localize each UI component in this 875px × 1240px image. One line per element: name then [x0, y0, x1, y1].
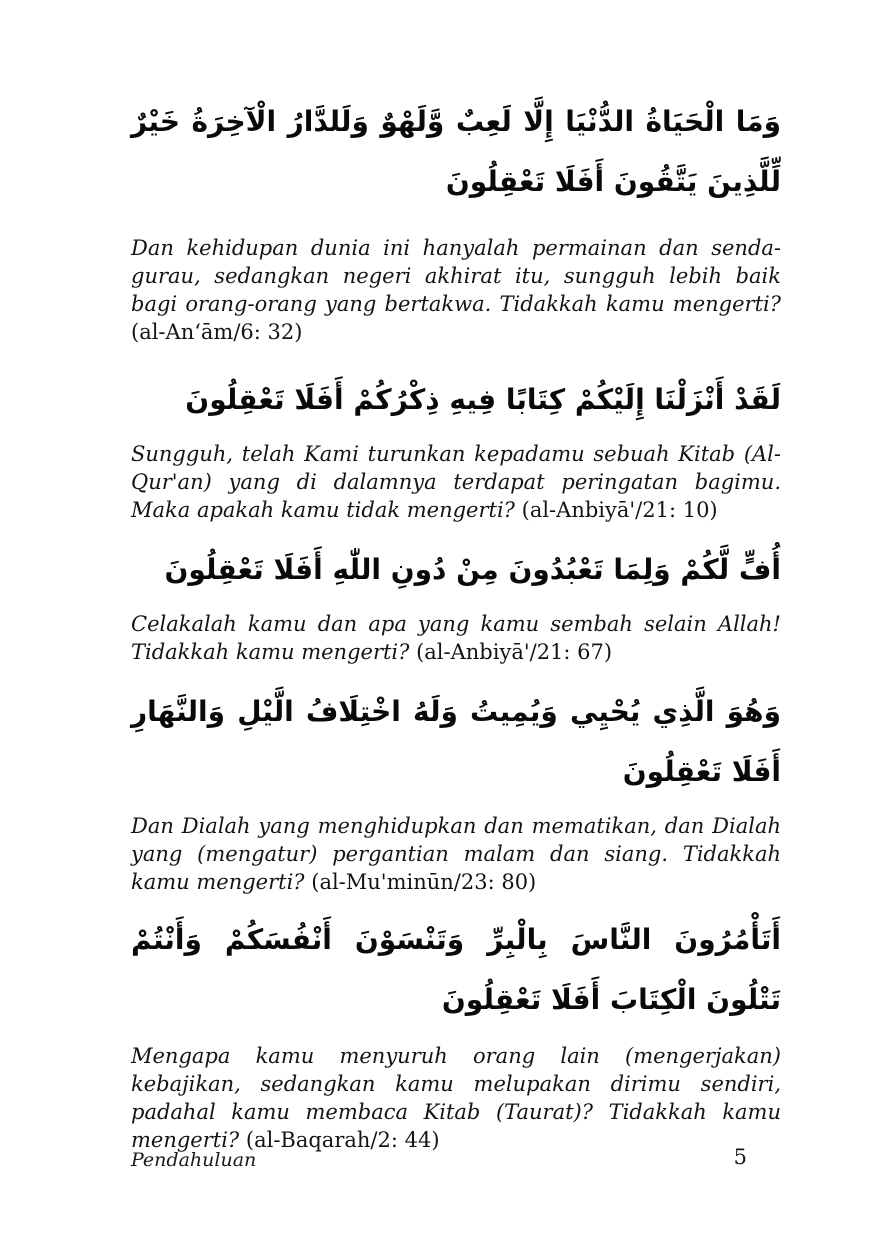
verse-section: [131, 910, 781, 1154]
verse-reference: (al-Anbiyā'/21: 10): [521, 498, 718, 522]
verse-section: [131, 92, 781, 346]
translation-text: Dan kehidupan dunia ini hanyalah permainan dan senda-gurau, sedangkan negeri akhirat itu, sungguh lebih baik bagi orang-orang yang bertakwa. Tidakkah kamu mengerti?: [131, 236, 781, 316]
arabic-verse: وَمَا الْحَيَاةُ الدُّنْيَا إِلَّا لَعِبٌ وَّلَهْوٌ وَلَلدَّارُ الْآخِرَةُ خَيْرٌ لِّلَّذِينَ يَتَّقُونَ أَفَلَا تَعْقِلُونَ: [131, 105, 781, 198]
arabic-verse: لَقَدْ أَنْزَلْنَا إِلَيْكُمْ كِتَابًا فِيهِ ذِكْرُكُمْ أَفَلَا تَعْقِلُونَ: [185, 383, 781, 416]
translation-text: Sungguh, telah Kami turunkan kepadamu sebuah Kitab (Al-Qur'an) yang di dalamnya terdapat peringatan bagimu. Maka apakah kamu tidak mengerti?: [131, 442, 781, 522]
verse-section: [131, 540, 781, 666]
verse-translation: [131, 1042, 781, 1154]
translation-text: Celakalah kamu dan apa yang kamu sembah selain Allah! Tidakkah kamu mengerti?: [131, 612, 781, 664]
footer-section-title: Pendahuluan: [131, 1149, 257, 1171]
verse-translation: [131, 440, 781, 524]
verse-section: [131, 682, 781, 896]
verse-translation: [131, 610, 781, 666]
verse-reference: (al-Mu'minūn/23: 80): [311, 870, 537, 894]
translation-text: Mengapa kamu menyuruh orang lain (mengerjakan) kebajikan, sedangkan kamu melupakan dirimu sendiri, padahal kamu membaca Kitab (Taurat)? Tidakkah kamu mengerti?: [131, 1044, 781, 1152]
page-number: 5: [733, 1145, 747, 1169]
translation-text: Dan Dialah yang menghidupkan dan mematikan, dan Dialah yang (mengatur) pergantian malam dan siang. Tidakkah kamu mengerti?: [131, 814, 781, 894]
arabic-verse: أُفٍّ لَّكُمْ وَلِمَا تَعْبُدُونَ مِنْ دُونِ اللّٰهِ أَفَلَا تَعْقِلُونَ: [164, 553, 781, 586]
arabic-verse: أَتَأْمُرُونَ النَّاسَ بِالْبِرِّ وَتَنْسَوْنَ أَنْفُسَكُمْ وَأَنْتُمْ تَتْلُونَ الْكِتَابَ أَفَلَا تَعْقِلُونَ: [131, 923, 781, 1016]
verse-section: [131, 370, 781, 524]
arabic-verse: وَهُوَ الَّذِي يُحْيِي وَيُمِيتُ وَلَهُ اخْتِلَافُ الَّيْلِ وَالنَّهَارِ أَفَلَا تَعْقِلُونَ: [131, 695, 781, 788]
verse-reference: (al-Baqarah/2: 44): [245, 1128, 440, 1152]
page-content: [131, 0, 781, 1154]
verse-translation: [131, 812, 781, 896]
verse-reference: (al-An‘ām/6: 32): [131, 320, 303, 344]
verse-translation: [131, 234, 781, 346]
verse-reference: (al-Anbiyā'/21: 67): [416, 640, 613, 664]
